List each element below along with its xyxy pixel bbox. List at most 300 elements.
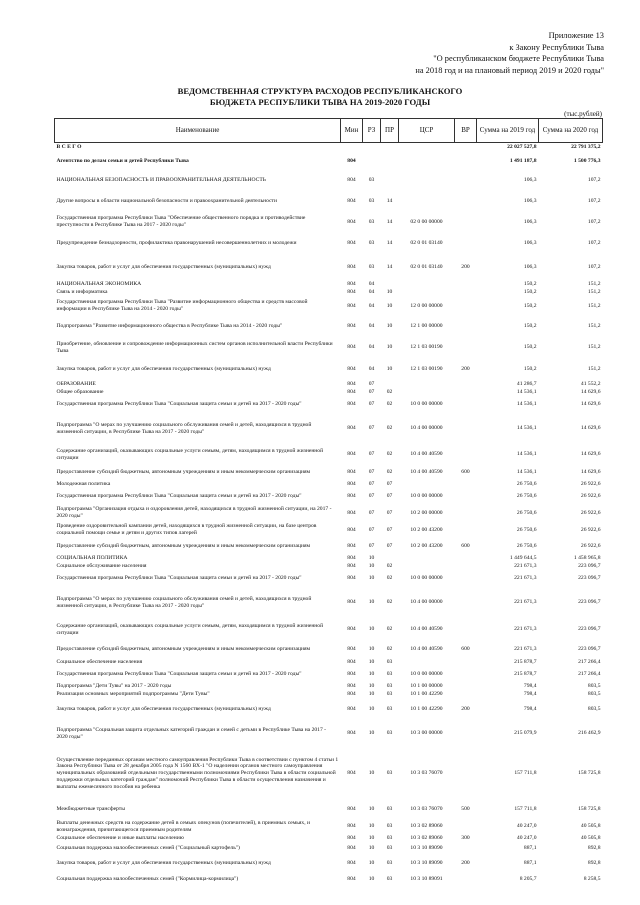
cell-csr: 10 4 00 00000 <box>410 599 443 606</box>
cell-s2020: 223 096,7 <box>578 646 601 653</box>
cell-s2019: 26 750,6 <box>516 543 537 550</box>
cell-vr <box>455 571 477 587</box>
table-row <box>55 522 603 539</box>
cell-csr: 10 3 10 89090 <box>410 860 443 867</box>
cell-s2020: 217 266,4 <box>578 659 601 666</box>
cell-rz: 10 <box>368 599 375 606</box>
cell-s2020: 151,2 <box>587 344 601 351</box>
cell-csr: 02 0 01 03140 <box>410 240 443 247</box>
cell-rz: 07 <box>368 425 375 432</box>
cell-rz: 07 <box>368 543 375 550</box>
cell-s2019: 22 027 527,8 <box>507 143 537 150</box>
cell-min: 804 <box>347 289 356 296</box>
cell-name: Подпрограмма "Развитие информационного общества в Республике Тыва на 2014 - 2020 годы" <box>56 322 283 329</box>
cell-name: Выплаты денежных средств на содержание детей в семьях опекунов (попечителей), в приемных семьях, и вознаграждения, причитающегося приемным родителям <box>56 819 311 833</box>
cell-pr: 03 <box>386 659 393 666</box>
cell-vr <box>455 281 477 289</box>
cell-csr: 10 0 00 00000 <box>410 575 443 582</box>
table-row <box>55 683 603 691</box>
cell-pr: 10 <box>386 344 393 351</box>
cell-vr <box>455 489 477 505</box>
table-row <box>55 563 603 571</box>
table-row <box>55 152 603 171</box>
cell-name: Государственная программа Республики Тыва "Развитие информационного общества и средств массовой информации в Республике Тыва на 2014 - 2020 годы" <box>56 299 308 312</box>
cell-csr: 02 0 01 03140 <box>410 264 443 271</box>
title-line-2: БЮДЖЕТА РЕСПУБЛИКИ ТЫВА НА 2019-2020 ГОДЫ <box>209 96 431 107</box>
cell-rz: 10 <box>368 823 375 830</box>
header-vr: ВР <box>455 119 477 143</box>
cell-min: 804 <box>347 876 356 883</box>
cell-s2019: 215 878,7 <box>514 659 537 666</box>
cell-s2020: 803,5 <box>587 706 601 713</box>
cell-csr: 10 4 00 40590 <box>410 646 443 653</box>
cell-rz: 10 <box>368 575 375 582</box>
table-row <box>55 316 603 337</box>
table-row <box>55 699 603 721</box>
cell-pr: 07 <box>386 509 393 516</box>
table-header-row <box>55 119 603 143</box>
cell-name: Содержание организаций, оказывающих социальные услуги семьям, детям, находящимся в трудной жизненной ситуации <box>56 622 324 636</box>
cell-name: Социальное обеспечение населения <box>56 659 143 666</box>
cell-vr <box>455 505 477 522</box>
cell-min: 804 <box>347 240 356 247</box>
cell-s2020: 151,2 <box>587 281 601 288</box>
cell-s2019: 106,3 <box>523 218 537 225</box>
cell-rz: 10 <box>368 691 375 698</box>
cell-pr <box>381 171 399 191</box>
cell-pr: 10 <box>386 366 393 373</box>
cell-pr: 03 <box>386 770 393 777</box>
cell-s2020: 158 725,8 <box>578 770 601 777</box>
cell-vr <box>455 522 477 539</box>
cell-csr <box>399 171 455 191</box>
table-row <box>55 381 603 389</box>
cell-min: 804 <box>347 806 356 813</box>
cell-vr <box>455 389 477 397</box>
cell-name: Закупка товаров, работ и услуг для обеспечения государственных (муниципальных) нужд <box>56 366 271 373</box>
cell-vr <box>455 381 477 389</box>
table-row <box>55 413 603 445</box>
table-row <box>55 691 603 699</box>
cell-vr: 600 <box>461 543 470 550</box>
cell-name: НАЦИОНАЛЬНАЯ БЕЗОПАСНОСТЬ И ПРАВООХРАНИТЕЛЬНАЯ ДЕЯТЕЛЬНОСТЬ <box>56 177 267 184</box>
cell-s2019: 221 671,3 <box>514 626 537 633</box>
cell-min: 804 <box>347 197 356 204</box>
cell-csr: 10 0 00 00000 <box>410 401 443 408</box>
cell-csr: 12 0 00 00000 <box>410 302 443 309</box>
table-row <box>55 297 603 316</box>
cell-s2019: 40 247,0 <box>516 823 537 830</box>
cell-s2020: 41 552,2 <box>580 381 601 388</box>
cell-rz: 03 <box>368 197 375 204</box>
cell-pr: 03 <box>386 683 393 690</box>
cell-vr <box>455 873 477 887</box>
cell-name: Связь и информатика <box>56 289 108 296</box>
cell-vr <box>455 191 477 212</box>
header-name: Наименование <box>55 119 341 143</box>
cell-pr: 03 <box>386 823 393 830</box>
cell-s2020: 22 791 375,2 <box>571 143 601 150</box>
cell-s2019: 215 079,9 <box>514 730 537 737</box>
cell-name: Реализация основных мероприятий подпрограммы "Дети Тувы" <box>56 691 210 698</box>
cell-name: Закупка товаров, работ и услуг для обеспечения государственных (муниципальных) нужд <box>56 706 271 713</box>
cell-rz: 10 <box>368 730 375 737</box>
cell-name: СОЦИАЛЬНАЯ ПОЛИТИКА <box>56 555 128 562</box>
cell-min: 804 <box>347 563 356 570</box>
cell-vr <box>455 843 477 855</box>
units-label: (тыс.рублей) <box>564 110 602 118</box>
cell-pr: 07 <box>386 526 393 533</box>
cell-s2020: 892,8 <box>587 845 601 852</box>
annex-line-1: Приложение 13 <box>548 31 604 40</box>
table-row <box>55 397 603 413</box>
cell-min: 804 <box>347 555 356 562</box>
cell-csr: 12 1 03 00190 <box>410 344 443 351</box>
cell-pr: 03 <box>386 835 393 842</box>
cell-csr <box>399 389 455 397</box>
cell-rz: 04 <box>368 302 375 309</box>
cell-rz: 10 <box>368 770 375 777</box>
cell-vr: 200 <box>461 264 470 271</box>
cell-rz: 10 <box>368 845 375 852</box>
cell-rz: 10 <box>368 835 375 842</box>
table-row <box>55 445 603 465</box>
cell-min: 804 <box>347 575 356 582</box>
table-row <box>55 855 603 873</box>
table-row <box>55 747 603 801</box>
cell-min: 804 <box>347 659 356 666</box>
cell-vr <box>455 212 477 233</box>
cell-vr <box>455 337 477 359</box>
cell-name: Предоставление субсидий бюджетным, автономным учреждениям и иным некоммерческим организациям <box>56 646 311 653</box>
cell-s2020: 107,2 <box>587 264 601 271</box>
cell-name: Государственная программа Республики Тыва "Социальная защита семьи и детей на 2017 - 2020 годы" <box>56 671 302 678</box>
header-min: Мин <box>341 119 363 143</box>
cell-min: 804 <box>347 823 356 830</box>
cell-name: Подпрограмма "Дети Тувы" на 2017 - 2020 годы <box>56 683 172 690</box>
cell-s2019: 26 750,6 <box>516 493 537 500</box>
cell-s2019: 26 750,6 <box>516 526 537 533</box>
cell-s2020: 40 505,8 <box>580 835 601 842</box>
cell-csr: 10 3 00 00000 <box>410 730 443 737</box>
header-sum-2020: Сумма на 2020 год <box>539 119 603 143</box>
cell-vr <box>455 667 477 683</box>
cell-s2020: 107,2 <box>587 218 601 225</box>
table-row <box>55 465 603 481</box>
cell-name: Подпрограмма "Социальная защита отдельных категорий граждан и семей с детьми в Республике Тыва на 2017 - 2020 годы" <box>56 726 327 740</box>
cell-s2020: 223 096,7 <box>578 599 601 606</box>
cell-csr <box>399 281 455 289</box>
cell-csr: 10 4 00 40590 <box>410 626 443 633</box>
cell-s2020: 217 266,4 <box>578 671 601 678</box>
table-row <box>55 555 603 563</box>
cell-min: 804 <box>347 626 356 633</box>
table-row <box>55 337 603 359</box>
cell-name: Проведение оздоровительной кампании детей, находящихся в трудной жизненной ситуации, на базе центров социальной помощи семье и детям и других типов лагерей <box>56 523 317 536</box>
cell-pr <box>381 152 399 171</box>
cell-min: 804 <box>347 691 356 698</box>
cell-vr <box>455 691 477 699</box>
cell-name: Государственная программа Республики Тыва "Социальная защита семьи и детей на 2017 - 2020 годы" <box>56 493 302 500</box>
cell-name: Социальная поддержка малообеспеченных семей ("Социальный картофель") <box>56 845 240 852</box>
cell-min: 804 <box>347 322 356 329</box>
cell-name: Приобретение, обновление и сопровождение информационных систем органов исполнительной власти Республики Тыва <box>56 340 333 354</box>
cell-min: 804 <box>347 509 356 516</box>
cell-s2020: 40 505,8 <box>580 823 601 830</box>
table-row <box>55 389 603 397</box>
table-row <box>55 281 603 289</box>
cell-s2019: 14 536,1 <box>516 451 537 458</box>
cell-s2020: 26 922,6 <box>580 543 601 550</box>
cell-name: Закупка товаров, работ и услуг для обеспечения государственных (муниципальных) нужд <box>56 264 271 271</box>
cell-pr: 14 <box>386 197 393 204</box>
cell-s2019: 221 671,3 <box>514 575 537 582</box>
cell-csr <box>399 481 455 489</box>
cell-min: 804 <box>347 770 356 777</box>
cell-pr: 14 <box>386 218 393 225</box>
cell-s2019: 150,2 <box>523 366 537 373</box>
cell-vr: 200 <box>461 706 470 713</box>
cell-min: 804 <box>347 706 356 713</box>
cell-name: Закупка товаров, работ и услуг для обеспечения государственных (муниципальных) нужд <box>56 860 271 867</box>
cell-rz: 04 <box>368 322 375 329</box>
annex-line-4: на 2018 год и на плановый период 2019 и 2020 годы" <box>415 65 604 75</box>
cell-s2019: 150,2 <box>523 322 537 329</box>
cell-s2020: 216 462,9 <box>578 730 601 737</box>
cell-pr: 07 <box>386 543 393 550</box>
cell-s2020: 14 629,6 <box>580 451 601 458</box>
cell-s2019: 221 671,3 <box>514 563 537 570</box>
cell-s2019: 150,2 <box>523 344 537 351</box>
cell-vr: 600 <box>461 646 470 653</box>
table-row <box>55 619 603 641</box>
table-row <box>55 233 603 255</box>
cell-s2020: 14 629,6 <box>580 469 601 476</box>
cell-pr: 03 <box>386 730 393 737</box>
table-row <box>55 721 603 747</box>
table-row <box>55 289 603 297</box>
cell-s2020: 8 258,5 <box>583 876 601 883</box>
cell-min: 804 <box>347 671 356 678</box>
cell-vr: 200 <box>461 860 470 867</box>
cell-vr <box>455 233 477 255</box>
cell-csr: 10 1 00 42290 <box>410 691 443 698</box>
table-row <box>55 843 603 855</box>
cell-vr: 300 <box>461 835 470 842</box>
cell-name: Социальная поддержка малообеспеченных семей ("Кормилица-кормилица") <box>56 876 239 883</box>
cell-csr: 10 3 10 89090 <box>410 845 443 852</box>
annex-line-2: к Закону Республики Тыва <box>509 42 604 52</box>
cell-s2019: 150,2 <box>523 302 537 309</box>
cell-rz: 10 <box>368 555 375 562</box>
table-row <box>55 587 603 619</box>
cell-s2020: 151,2 <box>587 302 601 309</box>
cell-vr <box>455 413 477 445</box>
cell-min: 804 <box>347 646 356 653</box>
table-row <box>55 255 603 281</box>
table-row <box>55 143 603 152</box>
cell-rz: 07 <box>368 509 375 516</box>
cell-vr <box>455 289 477 297</box>
cell-s2019: 8 205,7 <box>519 876 537 883</box>
cell-s2019: 106,3 <box>523 177 537 184</box>
cell-min: 804 <box>347 493 356 500</box>
cell-rz: 03 <box>368 218 375 225</box>
cell-vr <box>455 297 477 316</box>
cell-rz: 10 <box>368 706 375 713</box>
cell-csr <box>399 289 455 297</box>
cell-min: 804 <box>347 683 356 690</box>
cell-name: Предупреждение безнадзорности, профилактика правонарушений несовершеннолетних и молодежи <box>56 240 297 247</box>
cell-vr: 600 <box>461 469 470 476</box>
cell-s2019: 798,4 <box>523 683 537 690</box>
cell-rz: 04 <box>368 366 375 373</box>
cell-name: Социальное обеспечение и иные выплаты населению <box>56 835 184 842</box>
cell-min: 804 <box>347 264 356 271</box>
cell-s2019: 1 491 187,8 <box>509 157 537 164</box>
cell-rz: 10 <box>368 860 375 867</box>
cell-csr: 10 3 10 89091 <box>410 876 443 883</box>
cell-min: 804 <box>347 281 356 288</box>
cell-csr: 10 4 00 40590 <box>410 451 443 458</box>
cell-s2019: 798,4 <box>523 706 537 713</box>
cell-pr: 10 <box>386 302 393 309</box>
cell-pr <box>381 381 399 389</box>
cell-rz <box>363 152 381 171</box>
cell-pr: 02 <box>386 469 393 476</box>
cell-min: 804 <box>347 157 356 164</box>
cell-name: Подпрограмма "О мерах по улучшению социального обслуживания семей и детей, находящихся в трудной жизненной ситуации, в Республике Тыва на 2017 - 2020 годы" <box>56 595 312 609</box>
cell-name: Другие вопросы в области национальной безопасности и правоохранительной деятельности <box>56 197 277 204</box>
cell-vr: 200 <box>461 366 470 373</box>
cell-name: НАЦИОНАЛЬНАЯ ЭКОНОМИКА <box>56 281 142 288</box>
cell-name: Осуществление переданных органам местного самоуправления Республики Тыва в соответствии с пунктом 4 статьи 1 Закона Республики Тыва от 28 декабря 2005 года N 1560 ВХ-1 "О наделении органов местного самоуправления муниципальных образований отдельными государственными полномочиями Республики Тыва в области социальной поддержки отдельных категорий граждан" полномочий Республики Тыва в области осуществления назначения и выплаты ежемесячного пособия на ребенка <box>56 756 339 790</box>
cell-s2019: 14 536,1 <box>516 401 537 408</box>
cell-s2019: 14 536,1 <box>516 469 537 476</box>
cell-min: 804 <box>347 451 356 458</box>
cell-s2020: 158 725,8 <box>578 806 601 813</box>
cell-s2019: 215 878,7 <box>514 671 537 678</box>
cell-vr <box>455 563 477 571</box>
cell-s2020: 1 500 776,3 <box>573 157 601 164</box>
cell-s2020: 26 922,6 <box>580 481 601 488</box>
cell-min: 804 <box>347 845 356 852</box>
cell-min: 804 <box>347 401 356 408</box>
cell-min: 804 <box>347 526 356 533</box>
cell-pr: 10 <box>386 322 393 329</box>
cell-name: Молодежная политика <box>56 481 111 488</box>
cell-csr <box>399 152 455 171</box>
cell-s2020: 26 922,6 <box>580 526 601 533</box>
cell-name: Общее образование <box>56 389 104 396</box>
cell-rz: 10 <box>368 563 375 570</box>
table-row <box>55 171 603 191</box>
cell-csr: 10 0 00 00000 <box>410 671 443 678</box>
cell-rz: 04 <box>368 289 375 296</box>
cell-vr <box>455 397 477 413</box>
cell-s2019: 150,2 <box>523 281 537 288</box>
table-row <box>55 571 603 587</box>
annex-line-3: "О республиканском бюджете Республики Тыва <box>433 54 604 64</box>
cell-min: 804 <box>347 469 356 476</box>
cell-vr <box>455 683 477 691</box>
cell-csr: 10 4 00 00000 <box>410 425 443 432</box>
cell-rz: 10 <box>368 876 375 883</box>
table-row <box>55 505 603 522</box>
cell-min <box>341 143 363 152</box>
table-row <box>55 819 603 835</box>
cell-pr: 02 <box>386 401 393 408</box>
table-row <box>55 212 603 233</box>
cell-vr <box>455 819 477 835</box>
cell-min: 804 <box>347 389 356 396</box>
annex-header <box>415 30 604 76</box>
cell-vr <box>455 721 477 747</box>
cell-pr: 03 <box>386 706 393 713</box>
cell-csr: 12 1 03 00190 <box>410 366 443 373</box>
cell-pr: 07 <box>386 493 393 500</box>
table-row <box>55 359 603 381</box>
cell-s2019: 106,3 <box>523 264 537 271</box>
cell-rz <box>363 143 381 152</box>
cell-csr: 10 0 00 00000 <box>410 493 443 500</box>
cell-s2020: 223 096,7 <box>578 575 601 582</box>
cell-pr: 03 <box>386 845 393 852</box>
cell-min: 804 <box>347 599 356 606</box>
cell-vr <box>455 316 477 337</box>
cell-rz: 10 <box>368 806 375 813</box>
cell-vr <box>455 143 477 152</box>
cell-pr: 02 <box>386 389 393 396</box>
cell-s2020: 223 096,7 <box>578 626 601 633</box>
cell-csr: 10 1 00 00000 <box>410 683 443 690</box>
cell-s2019: 106,3 <box>523 240 537 247</box>
cell-rz: 07 <box>368 481 375 488</box>
table-row <box>55 641 603 659</box>
cell-name: Государственная программа Республики Тыва "Социальная защита семьи и детей на 2017 - 2020 годы" <box>56 401 302 408</box>
cell-s2019: 221 671,3 <box>514 599 537 606</box>
table-row <box>55 481 603 489</box>
cell-s2019: 887,1 <box>523 845 537 852</box>
cell-csr: 12 1 00 00000 <box>410 322 443 329</box>
cell-rz: 04 <box>368 344 375 351</box>
cell-min: 804 <box>347 344 356 351</box>
cell-csr: 10 4 00 40590 <box>410 469 443 476</box>
cell-s2020: 14 629,6 <box>580 401 601 408</box>
cell-rz: 10 <box>368 626 375 633</box>
cell-s2020: 107,2 <box>587 197 601 204</box>
cell-pr <box>381 281 399 289</box>
cell-s2020: 14 629,6 <box>580 425 601 432</box>
cell-vr <box>455 171 477 191</box>
cell-min: 804 <box>347 730 356 737</box>
cell-s2019: 14 536,1 <box>516 425 537 432</box>
cell-min: 804 <box>347 543 356 550</box>
cell-s2020: 107,2 <box>587 240 601 247</box>
cell-vr <box>455 747 477 801</box>
cell-csr: 02 0 00 00000 <box>410 218 443 225</box>
table-row <box>55 801 603 819</box>
cell-pr: 03 <box>386 860 393 867</box>
cell-csr: 10 1 00 42290 <box>410 706 443 713</box>
cell-pr: 02 <box>386 451 393 458</box>
cell-name: Подпрограмма "О мерах по улучшению социального обслуживания семей и детей, находящихся в трудной жизненной ситуации, в Республике Тыва на 2017 - 2020 годы" <box>56 421 312 435</box>
cell-rz: 07 <box>368 381 375 388</box>
cell-s2019: 221 671,3 <box>514 646 537 653</box>
cell-rz: 07 <box>368 526 375 533</box>
cell-s2019: 157 711,8 <box>514 806 537 813</box>
cell-s2020: 14 629,6 <box>580 389 601 396</box>
